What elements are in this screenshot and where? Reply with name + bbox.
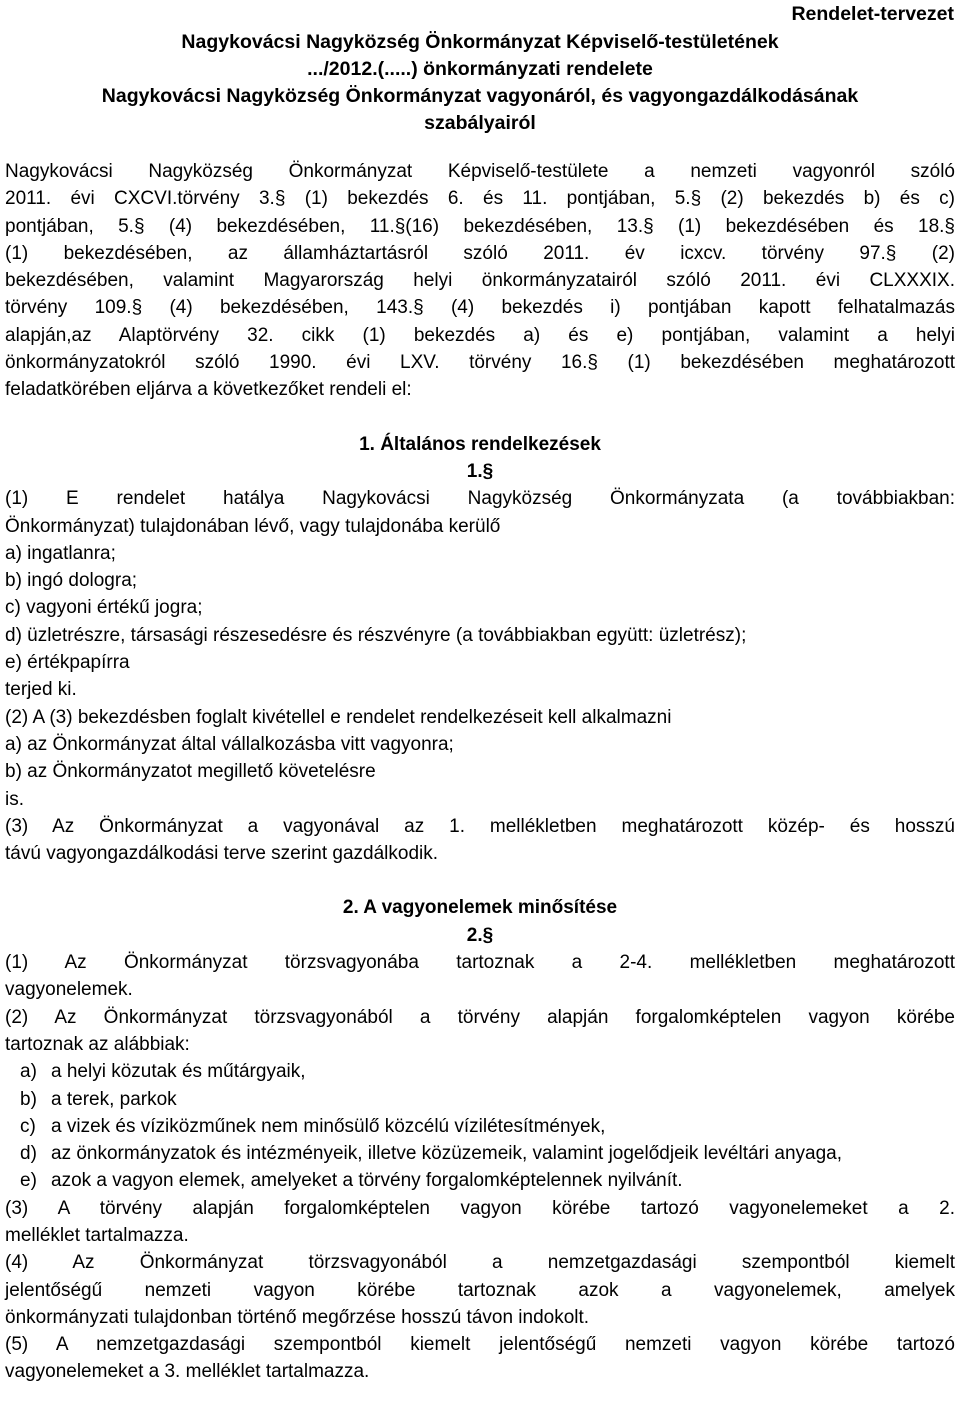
chapter-2-heading: 2. A vagyonelemek minősítése [342,897,618,919]
section-2-paragraph-4 [5,1249,955,1331]
preamble-line: 2011. évi CXCVI.törvény 3.§ (1) bekezdés 6. és 11. pontjában, 5.§ (2) bekezdés b) és c) [5,188,955,210]
preamble [5,158,955,404]
list-item: c) vagyoni értékű jogra; [5,597,203,619]
chapter-1-heading: 1. Általános rendelkezések [359,433,601,455]
spacer [5,404,955,431]
title-line: .../2012.(.....) önkormányzati rendelete [307,58,653,80]
list-item [5,1113,955,1140]
document-body [5,158,955,1386]
section-1-paragraph-1 [5,485,955,703]
paragraph-line: is. [5,788,24,810]
list-text: azok a vagyon elemek, amelyeket a törvény forgalomképtelennek nyilvánít. [51,1170,683,1192]
paragraph-line: önkormányzati tulajdonban történő megőrzése hosszú távon indokolt. [5,1306,590,1328]
paragraph-line: (2) A (3) bekezdésben foglalt kivétellel e rendelet rendelkezéseit kell alkalmazni [5,706,672,728]
paragraph-line: Önkormányzat) tulajdonában lévő, vagy tulajdonába kerülő [5,515,501,537]
document-title [0,29,960,137]
paragraph-line: (1) E rendelet hatálya Nagykovácsi Nagyközség Önkormányzata (a továbbiakban: [5,488,955,510]
list-marker: a) [20,1061,37,1083]
list-item: a) az Önkormányzat által vállalkozásba vitt vagyonra; [5,733,454,755]
list-item: b) ingó dologra; [5,570,138,592]
list-marker: b) [20,1088,37,1110]
list-item: b) az Önkormányzatot megillető követelésre [5,761,376,783]
paragraph-line: vagyonelemeket a 3. melléklet tartalmazza. [5,1361,370,1383]
list-item: a) ingatlanra; [5,542,116,564]
paragraph-line: (1) Az Önkormányzat törzsvagyonába tartoznak a 2-4. mellékletben meghatározott [5,952,955,974]
paragraph-line: vagyonelemek. [5,979,133,1001]
section-1-label: 1.§ [466,460,494,482]
paragraph-line: terjed ki. [5,679,77,701]
preamble-line: alapján,az Alaptörvény 32. cikk (1) bekezdés a) és e) pontjában, valamint a helyi [5,324,955,346]
list-item [5,1058,955,1085]
section-2-label: 2.§ [466,924,494,946]
section-2-paragraph-1 [5,949,955,1004]
paragraph-line: távú vagyongazdálkodási terve szerint gazdálkodik. [5,843,439,865]
list-text: a terek, parkok [51,1088,177,1110]
draft-label: Rendelet-tervezet [791,3,954,25]
section-2-paragraph-2 [5,1004,955,1059]
title-line: szabályairól [424,112,536,134]
paragraph-line: (5) A nemzetgazdasági szempontból kiemelt jelentőségű nemzeti vagyon körébe tartozó [5,1334,955,1356]
list-marker: c) [20,1115,36,1137]
preamble-line: pontjában, 5.§ (4) bekezdésében, 11.§(16) bekezdésében, 13.§ (1) bekezdésében és 18.§ [5,215,955,237]
list-item [5,1167,955,1194]
paragraph-line: (4) Az Önkormányzat törzsvagyonából a nemzetgazdasági szempontból kiemelt [5,1252,955,1274]
paragraph-line: (3) A törvény alapján forgalomképtelen vagyon körébe tartozó vagyonelemeket a 2. [5,1197,955,1219]
list-item: e) értékpapírra [5,652,130,674]
list-item: d) üzletrészre, társasági részesedésre és részvényre (a továbbiakban együtt: üzletrész); [5,624,747,646]
section-1-paragraph-3 [5,813,955,868]
section-1-paragraph-2 [5,704,955,813]
section-2-list [5,1058,955,1194]
preamble-line: Nagykovácsi Nagyközség Önkormányzat Képviselő-testülete a nemzeti vagyonról szóló [5,161,955,182]
preamble-line: önkormányzatokról szóló 1990. évi LXV. törvény 16.§ (1) bekezdésében meghatározott [5,352,955,374]
list-text: a vizek és víziközműnek nem minősülő közcélú vízilétesítmények, [51,1115,606,1137]
paragraph-line: (3) Az Önkormányzat a vagyonával az 1. mellékletben meghatározott közép- és hosszú [5,815,955,837]
list-marker: e) [20,1170,37,1192]
preamble-line: törvény 109.§ (4) bekezdésében, 143.§ (4) bekezdés i) pontjában kapott felhatalmazás [5,297,955,319]
preamble-line: (1) bekezdésében, az államháztartásról szóló 2011. év icxcv. törvény 97.§ (2) [5,242,955,264]
list-item [5,1086,955,1113]
section-2-paragraph-5 [5,1331,955,1386]
preamble-line: feladatkörében eljárva a következőket rendeli el: [5,379,412,401]
spacer [5,867,955,894]
list-text: az önkormányzatok és intézményeik, illetve közüzemeik, valamint jogelődjeik levéltári anyaga, [51,1143,842,1165]
list-marker: d) [20,1143,37,1165]
paragraph-line: melléklet tartalmazza. [5,1224,189,1246]
list-item [5,1140,955,1167]
paragraph-line: (2) Az Önkormányzat törzsvagyonából a törvény alapján forgalomképtelen vagyon körébe [5,1006,955,1028]
paragraph-line: tartoznak az alábbiak: [5,1033,190,1055]
section-2-paragraph-3 [5,1195,955,1250]
list-text: a helyi közutak és műtárgyaik, [51,1061,306,1083]
paragraph-line: jelentőségű nemzeti vagyon körébe tartoznak azok a vagyonelemek, amelyek [5,1279,955,1301]
title-line: Nagykovácsi Nagyközség Önkormányzat vagyonáról, és vagyongazdálkodásának [101,85,859,107]
preamble-line: bekezdésében, valamint Magyarország helyi önkormányzatairól szóló 2011. évi CLXXXIX. [5,270,955,292]
title-line: Nagykovácsi Nagyközség Önkormányzat Képviselő-testületének [181,31,779,53]
